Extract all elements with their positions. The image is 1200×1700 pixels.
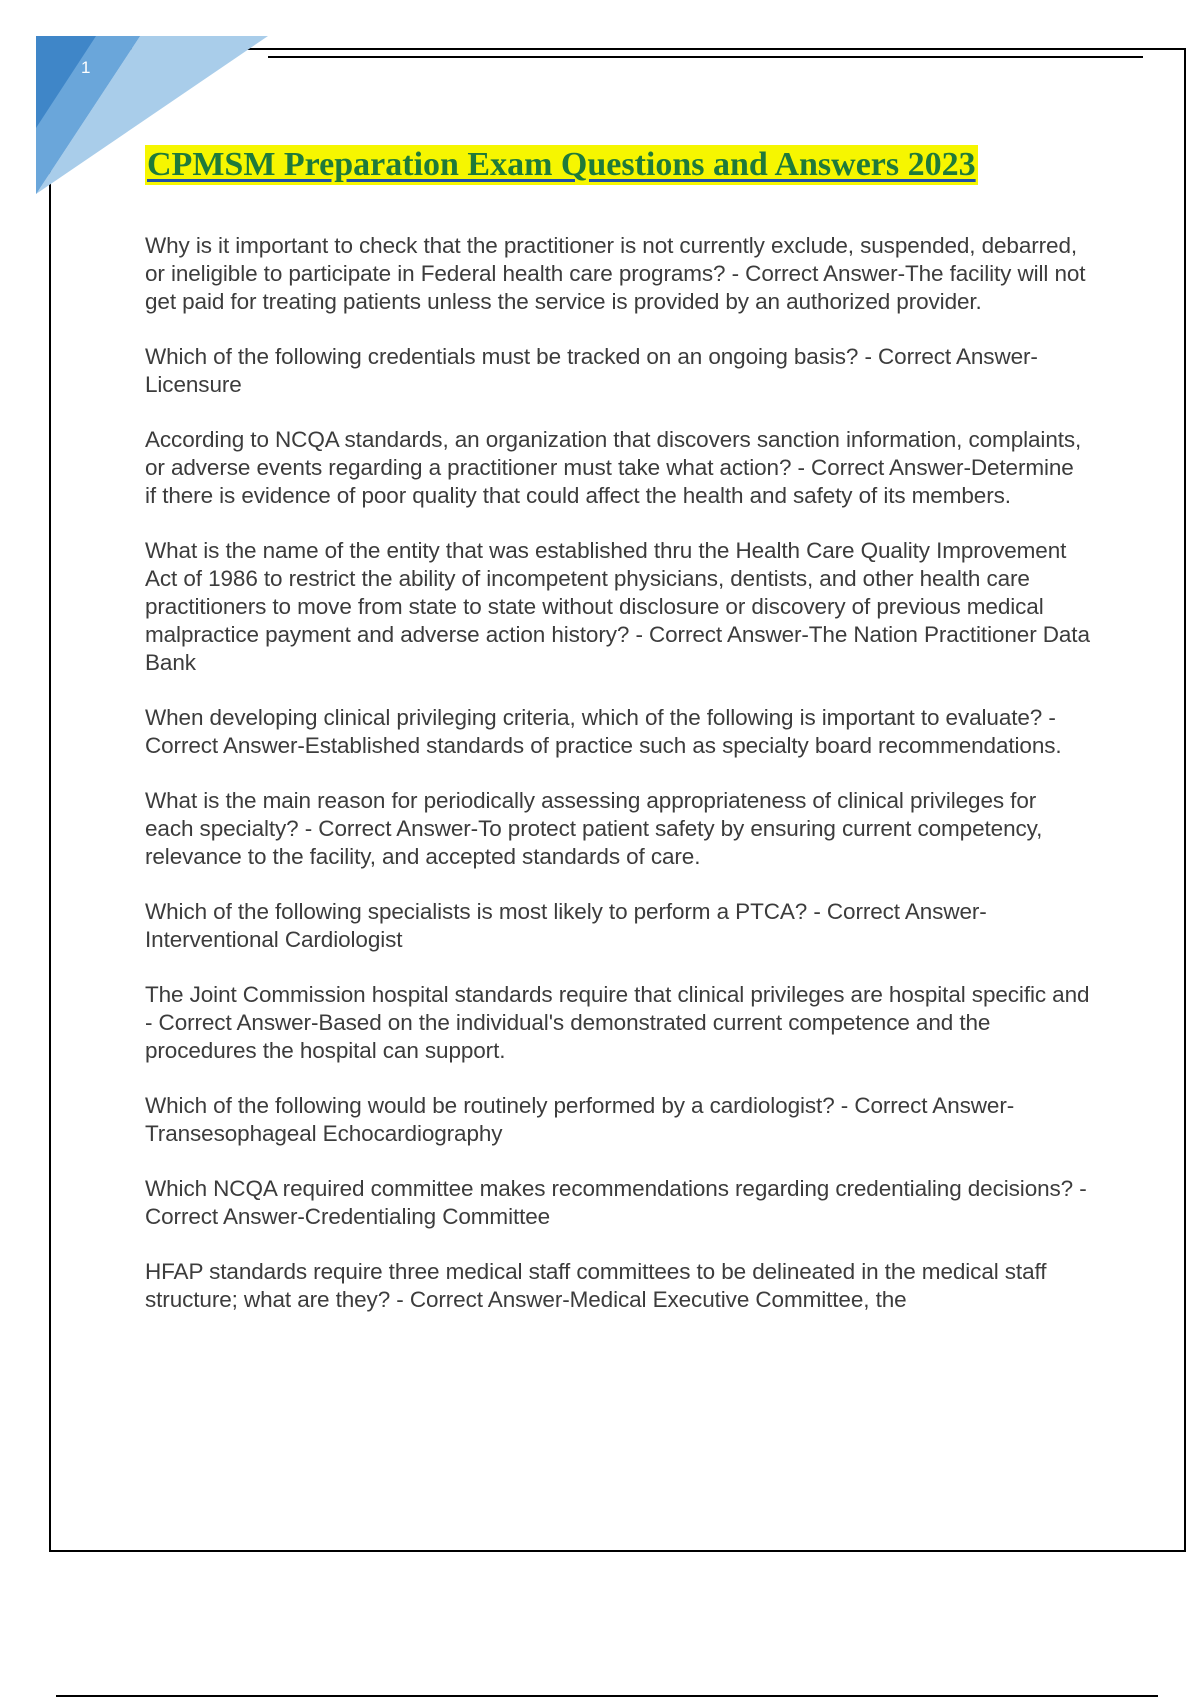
- qa-item: What is the name of the entity that was established thru the Health Care Quality Improvement Act of 1986 to restrict the ability of incompetent physicians, dentists, and other health care practitioners to move from state to state without disclosure or discovery of previous medical malpractice payment and adverse action history? - Correct Answer-The Nation Practitioner Data Bank: [145, 538, 1090, 675]
- qa-item: According to NCQA standards, an organization that discovers sanction information, complaints, or adverse events regarding a practitioner must take what action? - Correct Answer-Determine if there is evidence of poor quality that could affect the health and safety of its members.: [145, 427, 1082, 508]
- qa-item: When developing clinical privileging criteria, which of the following is important to evaluate? - Correct Answer-Established standards of practice such as specialty board recommendations.: [145, 705, 1062, 758]
- document-title: CPMSM Preparation Exam Questions and Answers 2023: [147, 146, 976, 183]
- page-number: 1: [81, 58, 91, 77]
- qa-item: Which NCQA required committee makes recommendations regarding credentialing decisions? - Correct Answer-Credentialing Committee: [145, 1176, 1087, 1229]
- qa-item: What is the main reason for periodically assessing appropriateness of clinical privileges for each specialty? - Correct Answer-To protect patient safety by ensuring current competency, relevance to the facility, and accepted standards of care.: [145, 788, 1043, 869]
- qa-item: Which of the following credentials must be tracked on an ongoing basis? - Correct Answer-Licensure: [145, 344, 1038, 397]
- qa-item: The Joint Commission hospital standards require that clinical privileges are hospital specific and - Correct Answer-Based on the individual's demonstrated current competence and the procedures the hospital can support.: [145, 982, 1090, 1063]
- footer-rule: [56, 1695, 1158, 1697]
- qa-item: Why is it important to check that the practitioner is not currently exclude, suspended, debarred, or ineligible to participate in Federal health care programs? - Correct Answer-The facility will not get paid for treating patients unless the service is provided by an authorized provider.: [145, 233, 1086, 314]
- qa-item: Which of the following would be routinely performed by a cardiologist? - Correct Answer-Transesophageal Echocardiography: [145, 1093, 1015, 1146]
- qa-item: HFAP standards require three medical staff committees to be delineated in the medical staff structure; what are they? - Correct Answer-Medical Executive Committee, the: [145, 1259, 1047, 1312]
- qa-item: Which of the following specialists is most likely to perform a PTCA? - Correct Answer-Interventional Cardiologist: [145, 899, 987, 952]
- qa-list: [145, 232, 1090, 1341]
- header-rule: [268, 56, 1143, 58]
